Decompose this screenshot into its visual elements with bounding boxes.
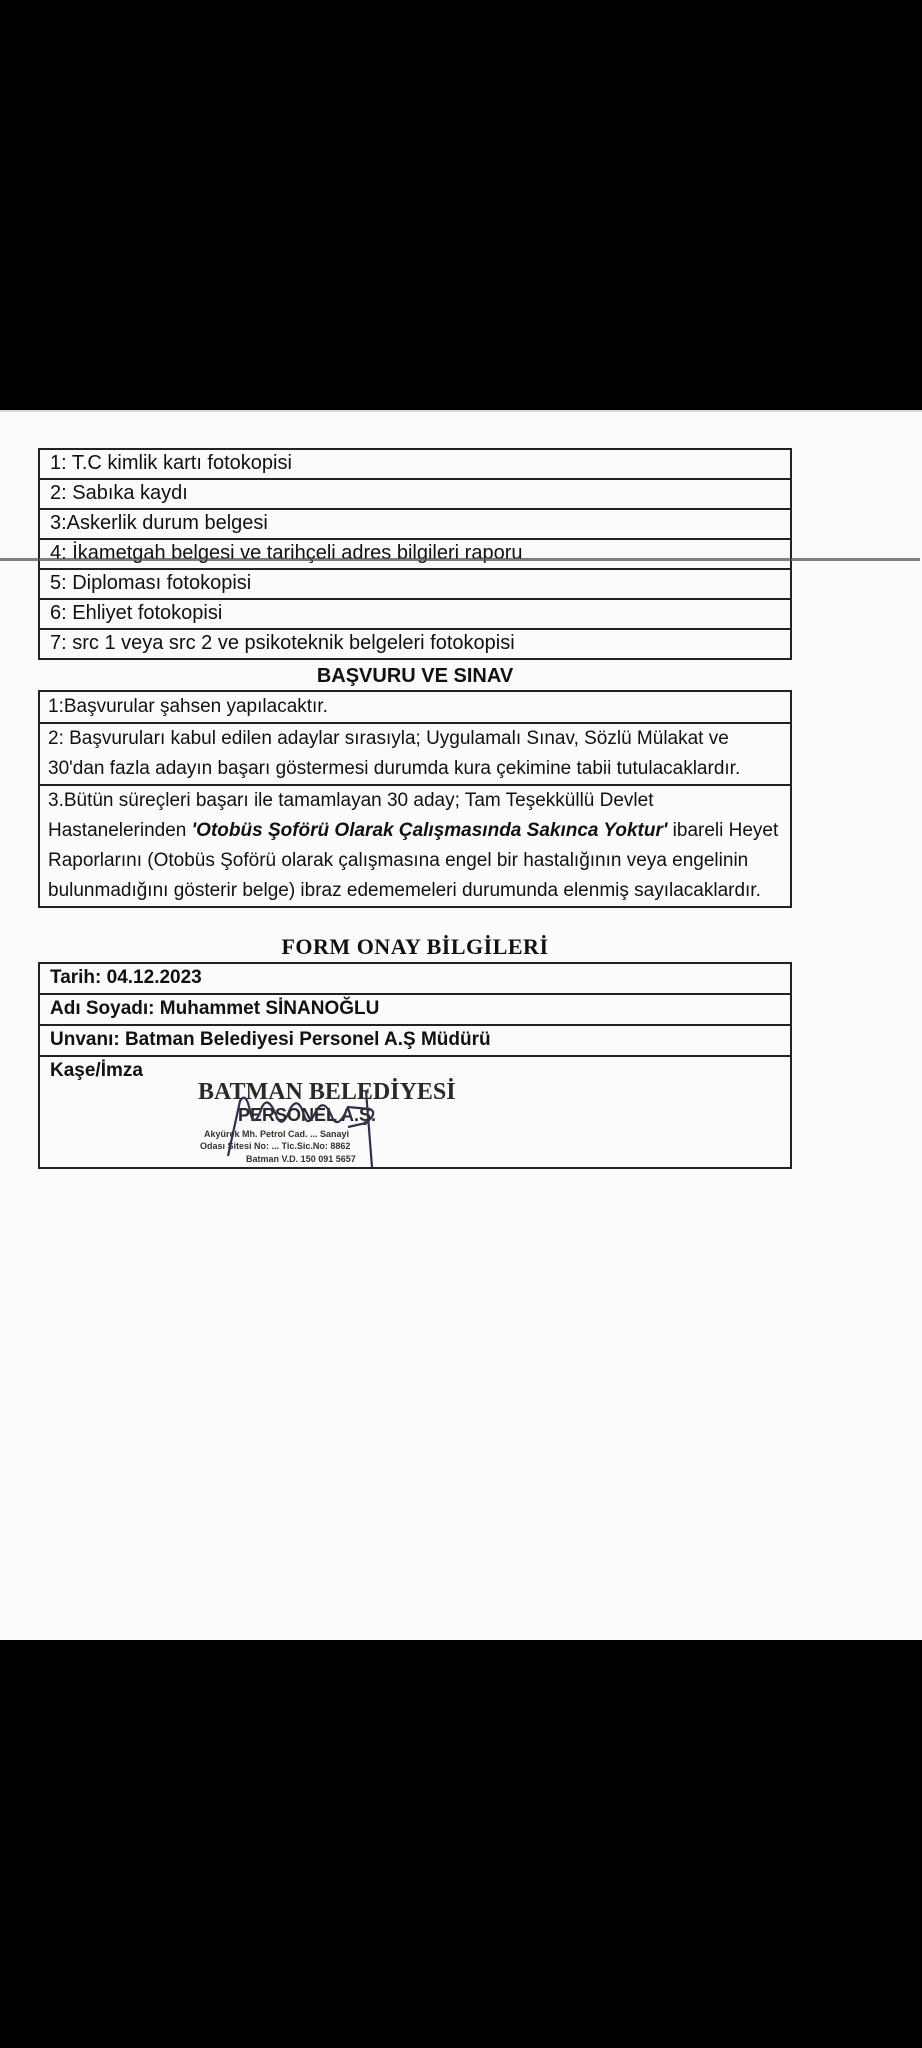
application-rule-3 (40, 786, 790, 906)
top-black-bar (0, 0, 922, 410)
document-item-2: 2: Sabıka kaydı (40, 480, 790, 510)
scan-artifact-line (0, 558, 920, 561)
stamp-signature-label: Kaşe/İmza (50, 1060, 143, 1081)
rule-3-text-start: 3.Bütün süreçleri başarı ile tamamlayan 30 aday; Tam Teşekküllü Devlet Hastanelerinden (48, 790, 654, 841)
stamp-line-3: Akyürek Mh. Petrol Cad. ... Sanayi (204, 1129, 350, 1139)
stamp-line-2: PERSONEL A.Ş. (238, 1105, 377, 1125)
form-approval-title: FORM ONAY BİLGİLERİ (281, 934, 549, 959)
document-item-6: 6: Ehliyet fotokopisi (40, 600, 790, 630)
document-item-4: 4: İkametgah belgesi ve tarihçeli adres bilgileri raporu (40, 540, 790, 570)
document-page (0, 410, 922, 1642)
bottom-black-bar (0, 1640, 922, 2048)
stamp-signature-row (40, 1057, 790, 1167)
company-stamp-and-signature (198, 1071, 458, 1167)
document-item-1: 1: T.C kimlik kartı fotokopisi (40, 450, 790, 480)
document-item-7: 7: src 1 veya src 2 ve psikoteknik belgeleri fotokopisi (50, 632, 515, 654)
document-item-3: 3:Askerlik durum belgesi (40, 510, 790, 540)
document-item-5: 5: Diploması fotokopisi (40, 570, 790, 600)
stamp-line-1: BATMAN BELEDİYESİ (198, 1079, 456, 1105)
document-body (38, 448, 792, 1169)
application-section-title: BAŞVURU VE SINAV (316, 665, 514, 687)
stamp-line-4: Odası Sitesi No: ... Tic.Sic.No: 8862 (200, 1141, 351, 1151)
approver-name: Adı Soyadı: Muhammet SİNANOĞLU (40, 995, 790, 1026)
rule-3-text-end: ibareli Heyet Raporlarını (Otobüs Şoförü olarak çalışmasına engel bir hastalığının veya engelinin bulunmadığını gösterir belge) ibraz edememeleri durumunda elenmiş sayılacaklardır. (48, 820, 779, 901)
rule-3-emphasis: 'Otobüs Şoförü Olarak Çalışmasında Sakınca Yoktur' (191, 820, 668, 841)
required-documents-table (38, 448, 792, 660)
stamp-line-5: Batman V.D. 150 091 5657 (246, 1154, 356, 1164)
form-approval-table (38, 962, 792, 1169)
approver-title: Unvanı: Batman Belediyesi Personel A.Ş Müdürü (40, 1026, 790, 1057)
approval-date: Tarih: 04.12.2023 (40, 964, 790, 995)
application-rules-table (38, 690, 792, 908)
application-rule-2: 2: Başvuruları kabul edilen adaylar sırasıyla; Uygulamalı Sınav, Sözlü Mülakat ve 30'dan fazla adayın başarı göstermesi durumda kura çekimine tabii tutulacaklardır. (40, 724, 790, 786)
application-rule-1: 1:Başvurular şahsen yapılacaktır. (40, 692, 790, 724)
